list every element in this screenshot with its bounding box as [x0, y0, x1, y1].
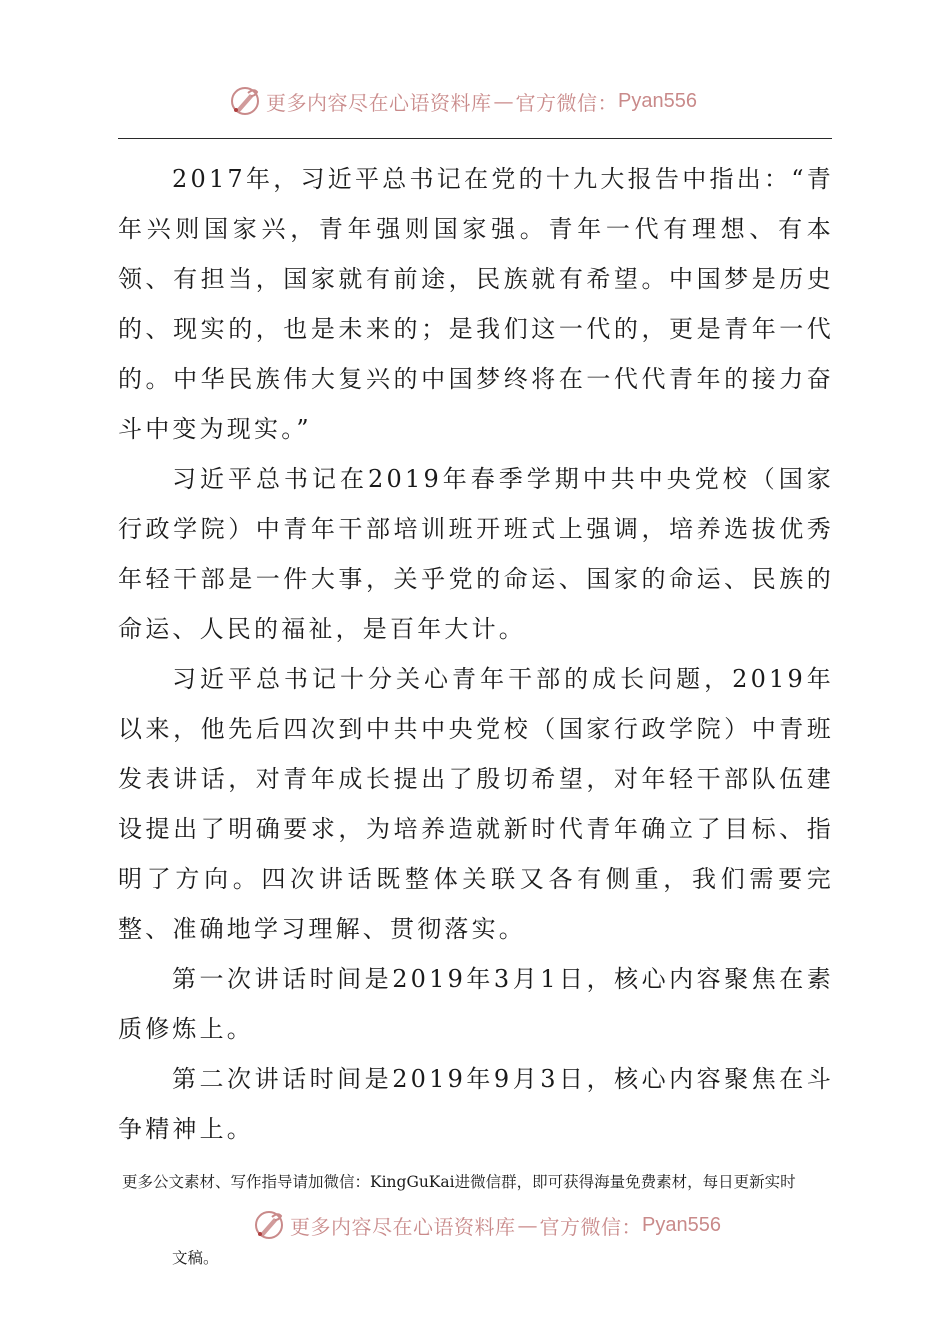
watermark-text: 更多内容尽在心语资料库	[266, 90, 492, 115]
watermark-official-label: 官方微信：	[515, 90, 618, 115]
watermark-wechat-id: Pyan556	[642, 1213, 721, 1236]
paragraph-3: 习近平总书记十分关心青年干部的成长问题，2019年以来，他先后四次到中共中央党校（国家行政学院）中青班发表讲话，对青年成长提出了殷切希望，对年轻干部队伍建设提出了明确要求，为培养造就新时代青年确立了目标、指明了方向。四次讲话既整体关联又各有侧重，我们需要完整、准确地学习理解、贯彻落实。	[118, 665, 834, 943]
document-body	[118, 154, 834, 1154]
watermark-official-label: 官方微信：	[539, 1214, 642, 1239]
footer-watermark	[252, 1208, 721, 1242]
footer-note: 更多公文素材、写作指导请加微信：KingGuKai进微信群，即可获得海量免费素材，每日更新实时	[122, 1173, 796, 1191]
footer-tail: 文稿。	[172, 1249, 219, 1267]
pen-logo-icon	[252, 1208, 286, 1242]
paragraph-5: 第二次讲话时间是2019年9月3日，核心内容聚焦在斗争精神上。	[118, 1065, 834, 1143]
watermark-wechat-id: Pyan556	[618, 89, 697, 112]
header-watermark	[228, 84, 697, 118]
paragraph-2: 习近平总书记在2019年春季学期中共中央党校（国家行政学院）中青年干部培训班开班式上强调，培养选拔优秀年轻干部是一件大事，关乎党的命运、国家的命运、民族的命运、人民的福祉，是百年大计。	[118, 465, 834, 643]
paragraph-1: 2017年，习近平总书记在党的十九大报告中指出：“青年兴则国家兴，青年强则国家强。青年一代有理想、有本领、有担当，国家就有前途，民族就有希望。中国梦是历史的、现实的，也是未来的；是我们这一代的，更是青年一代的。中华民族伟大复兴的中国梦终将在一代代青年的接力奋斗中变为现实。”	[118, 165, 834, 443]
paragraph-4: 第一次讲话时间是2019年3月1日，核心内容聚焦在素质修炼上。	[118, 965, 834, 1043]
watermark-text: 更多内容尽在心语资料库	[290, 1214, 516, 1239]
pen-logo-icon	[228, 84, 262, 118]
header-divider	[118, 138, 832, 139]
watermark-dash: —	[517, 1213, 538, 1237]
watermark-dash: —	[493, 89, 514, 113]
